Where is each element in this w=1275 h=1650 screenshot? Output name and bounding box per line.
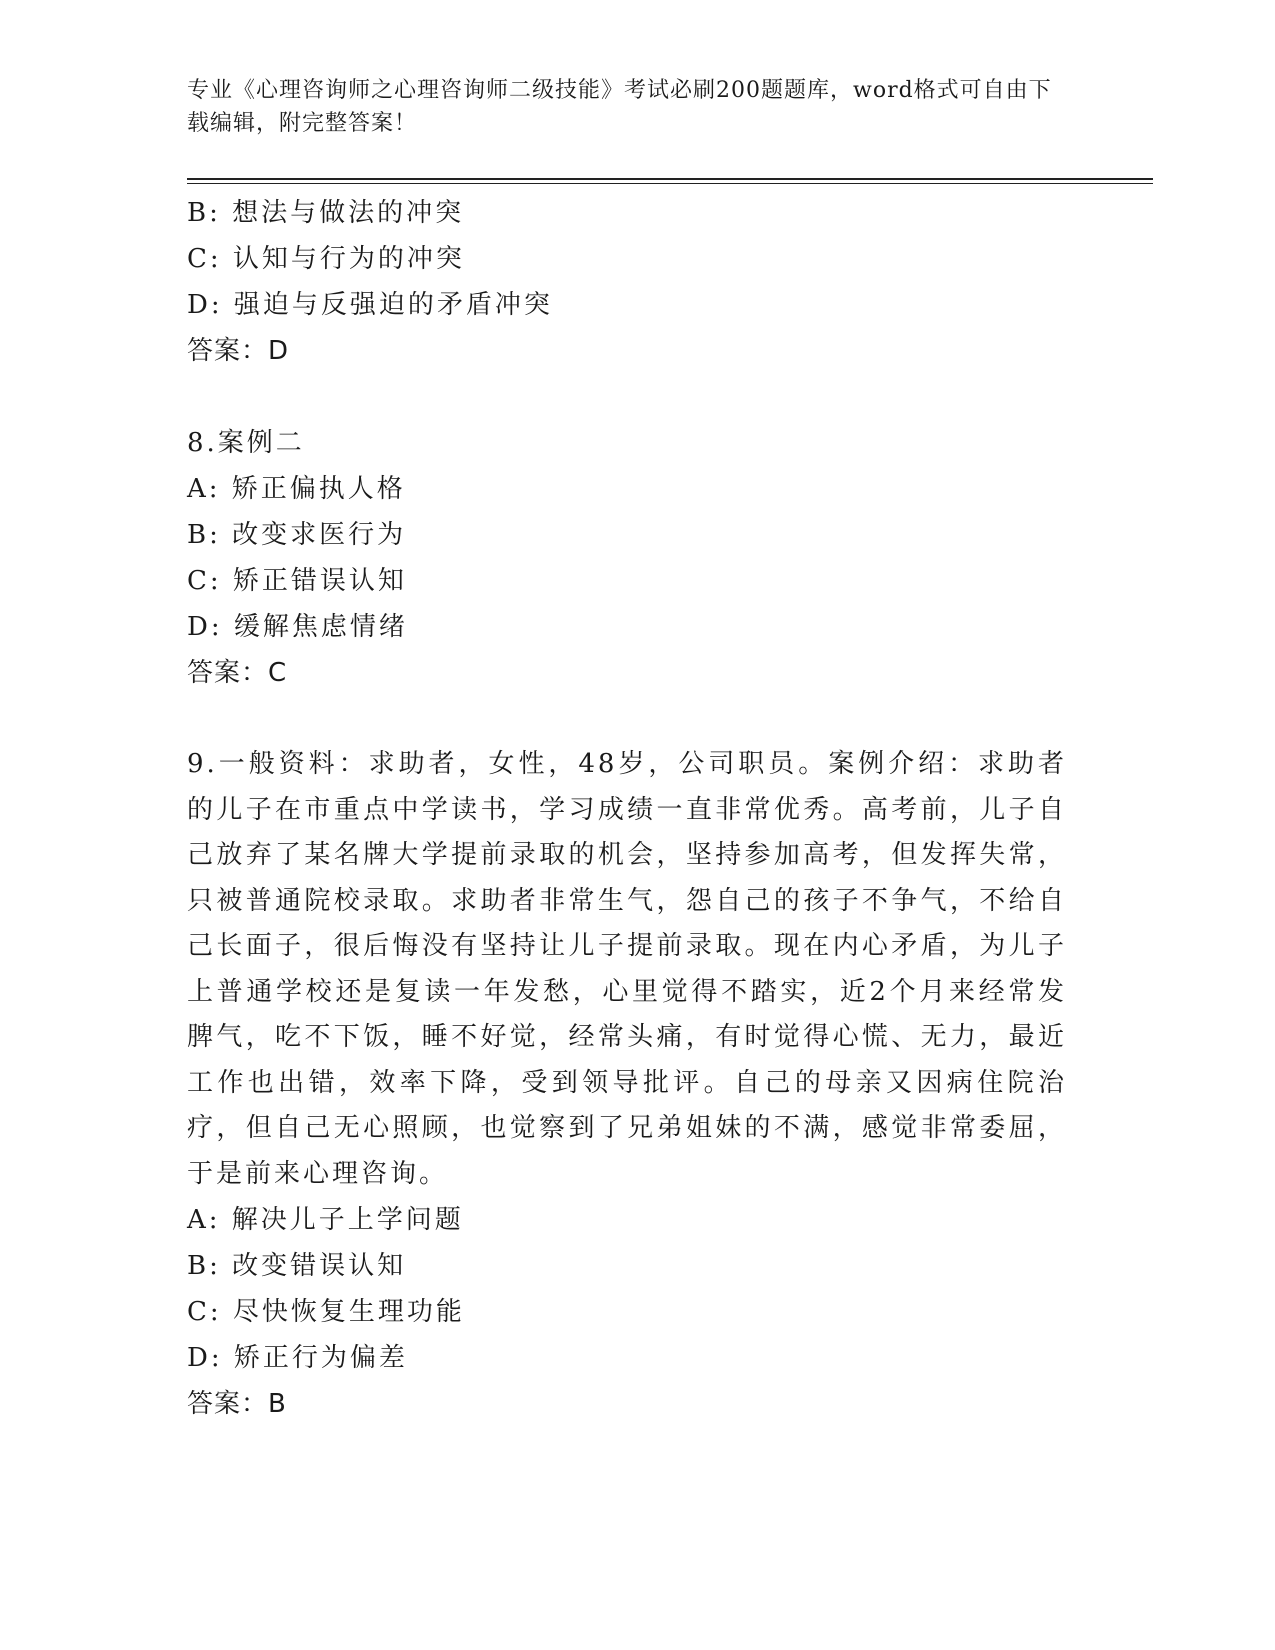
option-c: C: 矫正错误认知 bbox=[187, 566, 407, 596]
option-b: B: 改变求医行为 bbox=[187, 520, 407, 550]
option-a: A: 矫正偏执人格 bbox=[187, 474, 406, 504]
question-7 bbox=[187, 190, 1067, 374]
option-c: C: 认知与行为的冲突 bbox=[187, 244, 465, 274]
option-b: B: 改变错误认知 bbox=[187, 1251, 407, 1281]
question-9 bbox=[187, 742, 1067, 1427]
option-d: D: 矫正行为偏差 bbox=[187, 1343, 408, 1373]
document-header: 专业《心理咨询师之心理咨询师二级技能》考试必刷200题题库，word格式可自由下载编辑，附完整答案！ bbox=[187, 78, 1052, 136]
question-stem: 8.案例二 bbox=[187, 428, 305, 458]
option-c: C: 尽快恢复生理功能 bbox=[187, 1297, 465, 1327]
option-d: D: 缓解焦虑情绪 bbox=[187, 612, 408, 642]
header-rule-thin bbox=[187, 183, 1153, 184]
question-stem: 9.一般资料：求助者，女性，48岁，公司职员。案例介绍：求助者的儿子在市重点中学读书，学习成绩一直非常优秀。高考前，儿子自己放弃了某名牌大学提前录取的机会，坚持参加高考，但发挥失常，只被普通院校录取。求助者非常生气，怨自己的孩子不争气，不给自己长面子，很后悔没有坚持让儿子提前录取。现在内心矛盾，为儿子上普通学校还是复读一年发愁，心里觉得不踏实，近2个月来经常发脾气，吃不下饭，睡不好觉，经常头痛，有时觉得心慌、无力，最近工作也出错，效率下降，受到领导批评。自己的母亲又因病住院治疗，但自己无心照顾，也觉察到了兄弟姐妹的不满，感觉非常委屈，于是前来心理咨询。 bbox=[187, 749, 1067, 1189]
document-body bbox=[187, 190, 1067, 1427]
answer: 答案：D bbox=[187, 336, 290, 366]
spacer bbox=[187, 696, 1067, 742]
option-b: B: 想法与做法的冲突 bbox=[187, 198, 465, 228]
answer: 答案：C bbox=[187, 658, 288, 688]
question-8 bbox=[187, 420, 1067, 696]
spacer bbox=[187, 374, 1067, 420]
option-a: A: 解决儿子上学问题 bbox=[187, 1205, 464, 1235]
header-rule-thick bbox=[187, 178, 1153, 180]
option-d: D: 强迫与反强迫的矛盾冲突 bbox=[187, 290, 553, 320]
answer: 答案：B bbox=[187, 1389, 287, 1419]
